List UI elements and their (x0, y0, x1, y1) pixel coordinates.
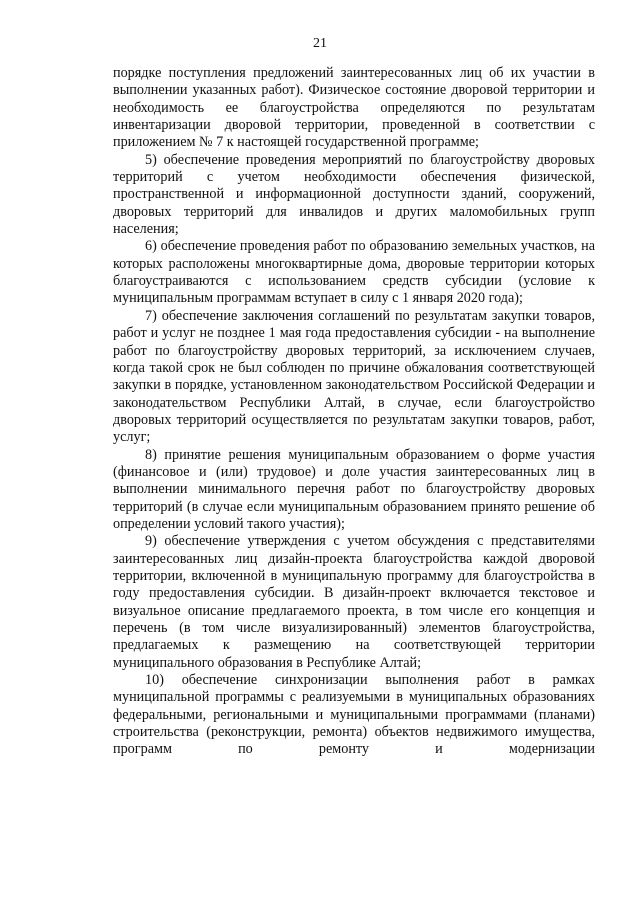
document-body (113, 65, 595, 759)
paragraph-1: порядке поступления предложений заинтересованных лиц об их участии в выполнении указанных работ). Физическое состояние дворовой территории и необходимость ее благоустройства определяются по результатам инвентаризации дворовой территории, проведенной в соответствии с приложением № 7 к настоящей государственной программе; (113, 65, 595, 151)
paragraph-item-8: 8) принятие решения муниципальным образованием о форме участия (финансовое и (или) трудовое) и доле участия заинтересованных лиц в выполнении минимального перечня работ по благоустройству дворовых территорий (в случае если муниципальным образованием принято решение об определении условий такого участия); (113, 446, 595, 532)
paragraph-item-6: 6) обеспечение проведения работ по образованию земельных участков, на которых расположены многоквартирные дома, дворовые территории которых благоустраиваются с использованием средств субсидии (условие к муниципальным программам вступает в силу с 1 января 2020 года); (113, 238, 595, 307)
page-number: 21 (313, 36, 327, 51)
paragraph-item-10: 10) обеспечение синхронизации выполнения работ в рамках муниципальной программы с реализуемыми в муниципальных образованиях федеральными, региональными и муниципальными программами (планами) строительства (реконструкции, ремонта) объектов недвижимого имущества, программ по ремонту и модернизации (113, 672, 595, 758)
paragraph-item-5: 5) обеспечение проведения мероприятий по благоустройству дворовых территорий с учетом необходимости обеспечения физической, пространственной и информационной доступности зданий, сооружений, дворовых территорий для инвалидов и других маломобильных групп населения; (113, 151, 595, 238)
paragraph-item-7: 7) обеспечение заключения соглашений по результатам закупки товаров, работ и услуг не позднее 1 мая года предоставления субсидии - на выполнение работ по благоустройству дворовых территорий, за исключением случаев, когда такой срок не был соблюден по причине обжалования соответствующей закупки в порядке, установленном законодательством Российской Федерации и законодательством Республики Алтай, в случае, если благоустройство дворовых территорий осуществляется по результатам закупки товаров, работ, услуг; (113, 307, 595, 446)
paragraph-item-9: 9) обеспечение утверждения с учетом обсуждения с представителями заинтересованных лиц дизайн-проекта благоустройства каждой дворовой территории, включенной в муниципальную программу для благоустройства в году предоставления субсидии. В дизайн-проект включается текстовое и визуальное описание предлагаемого проекта, в том числе его концепция и перечень (в том числе визуализированный) элементов благоустройства, предлагаемых к размещению на соответствующей территории муниципального образования в Республике Алтай; (113, 533, 595, 671)
